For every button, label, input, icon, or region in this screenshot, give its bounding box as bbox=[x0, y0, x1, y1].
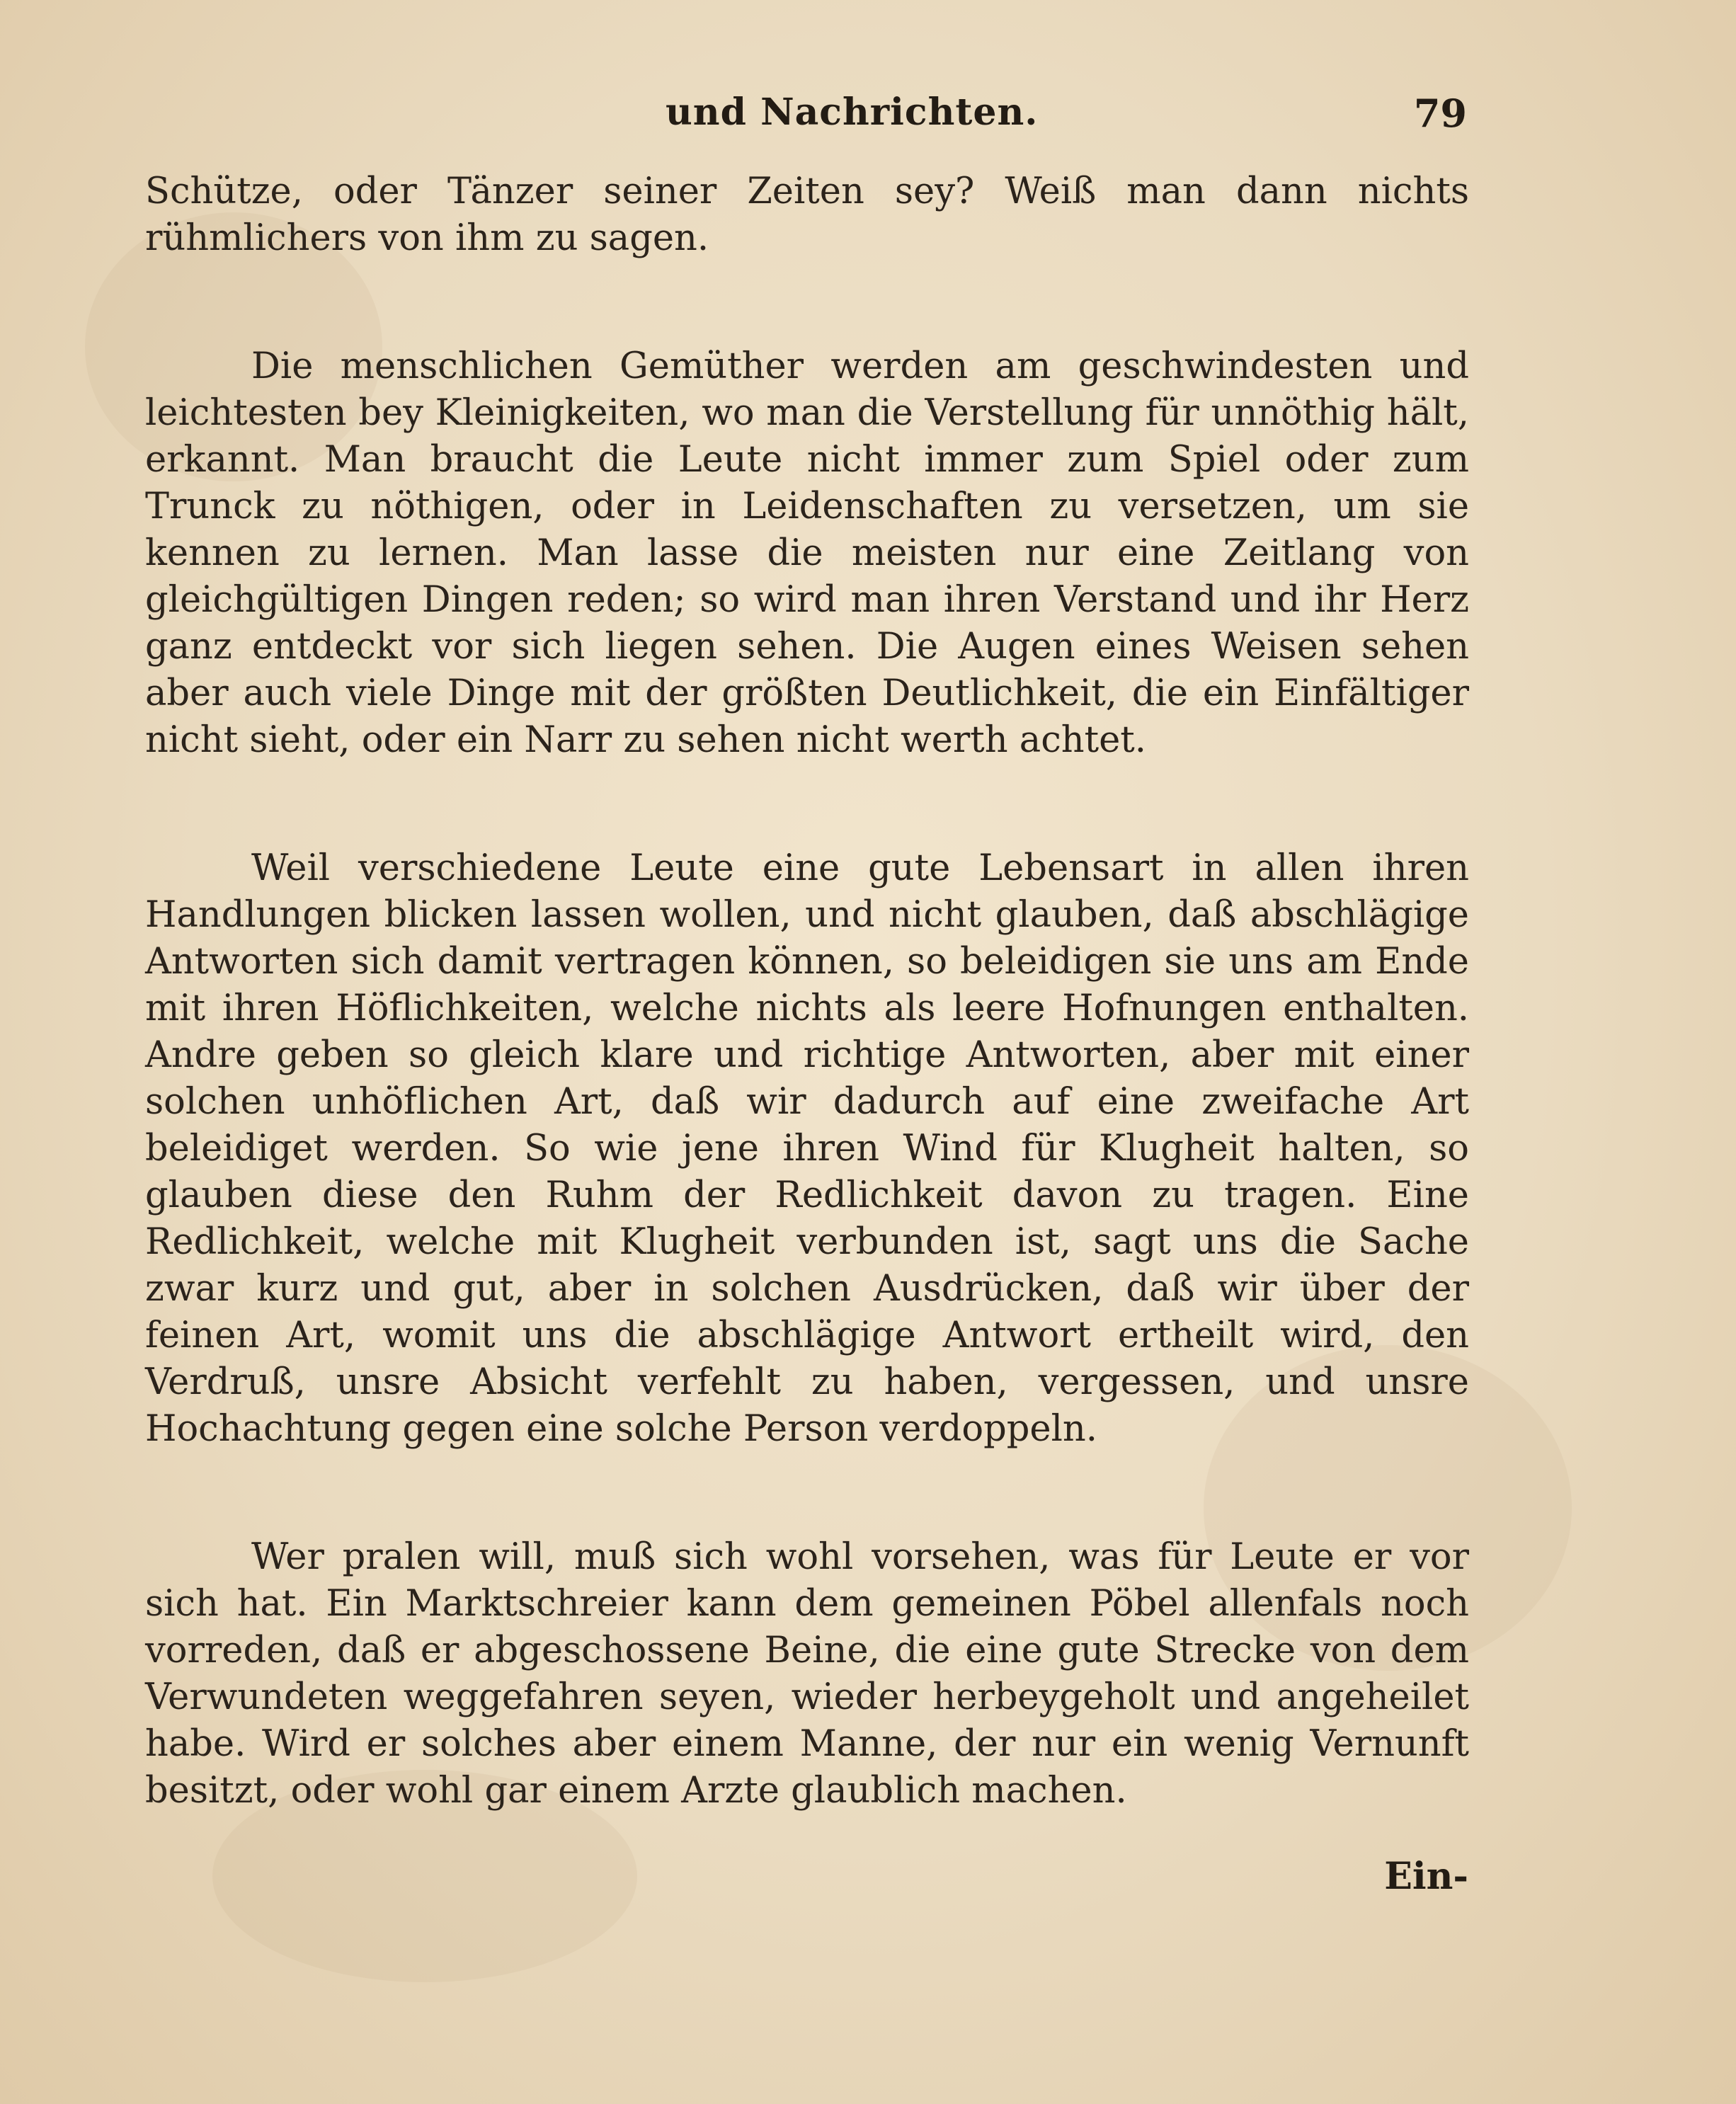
paragraph-4: Wer pralen will, muß sich wohl vorsehen, was für Leute er vor sich hat. Ein Marktschreier kann dem gemeinen Pöbel allenfals noch vorreden, daß er abgeschossene Beine, die eine gute Strecke von dem Verwundeten weggefahren seyen, wieder herbeygeholt und angeheilet habe. Wird er solches aber einem Manne, der nur ein wenig Vernunft besitzt, oder wohl gar einem Arzte glaublich machen. bbox=[145, 1536, 1469, 1812]
page-header bbox=[0, 91, 1736, 154]
running-head: und Nachrichten. bbox=[666, 91, 1039, 134]
paragraph-2: Die menschlichen Gemüther werden am geschwindesten und leichtesten bey Kleinigkeiten, wo man die Verstellung für unnöthig hält, erkannt. Man braucht die Leute nicht immer zum Spiel oder zum Trunck zu nöthigen, oder in Leidenschaften zu versetzen, um sie kennen zu lernen. Man lasse die meisten nur eine Zeitlang von gleichgültigen Dingen reden; so wird man ihren Verstand und ihr Herz ganz entdeckt vor sich liegen sehen. Die Augen eines Weisen sehen aber auch viele Dinge mit der größten Deutlichkeit, die ein Einfältiger nicht sieht, oder ein Narr zu sehen nicht werth achtet. bbox=[145, 345, 1469, 761]
catchword: Ein- bbox=[1384, 1855, 1468, 1898]
paragraph-3: Weil verschiedene Leute eine gute Lebensart in allen ihren Handlungen blicken lassen wollen, und nicht glauben, daß abschlägige Antworten sich damit vertragen können, so beleidigen sie uns am Ende mit ihren Höflichkeiten, welche nichts als leere Hofnungen enthalten. Andre geben so gleich klare und richtige Antworten, aber mit einer solchen unhöflichen Art, daß wir dadurch auf eine zweifache Art beleidiget werden. So wie jene ihren Wind für Klugheit halten, so glauben diese den Ruhm der Redlichkeit davon zu tragen. Eine Redlichkeit, welche mit Klugheit verbunden ist, sagt uns die Sache zwar kurz und gut, aber in solchen Ausdrücken, daß wir über der feinen Art, womit uns die abschlägige Antwort ertheilt wird, den Verdruß, unsre Absicht verfehlt zu haben, vergessen, und unsre Hochachtung gegen eine solche Person verdoppeln. bbox=[145, 847, 1469, 1450]
page-number: 79 bbox=[1413, 91, 1467, 136]
paragraph-1: Schütze, oder Tänzer seiner Zeiten sey? Weiß man dann nichts rühmlichers von ihm zu sagen. bbox=[145, 171, 1469, 259]
body-text bbox=[145, 168, 1469, 1814]
